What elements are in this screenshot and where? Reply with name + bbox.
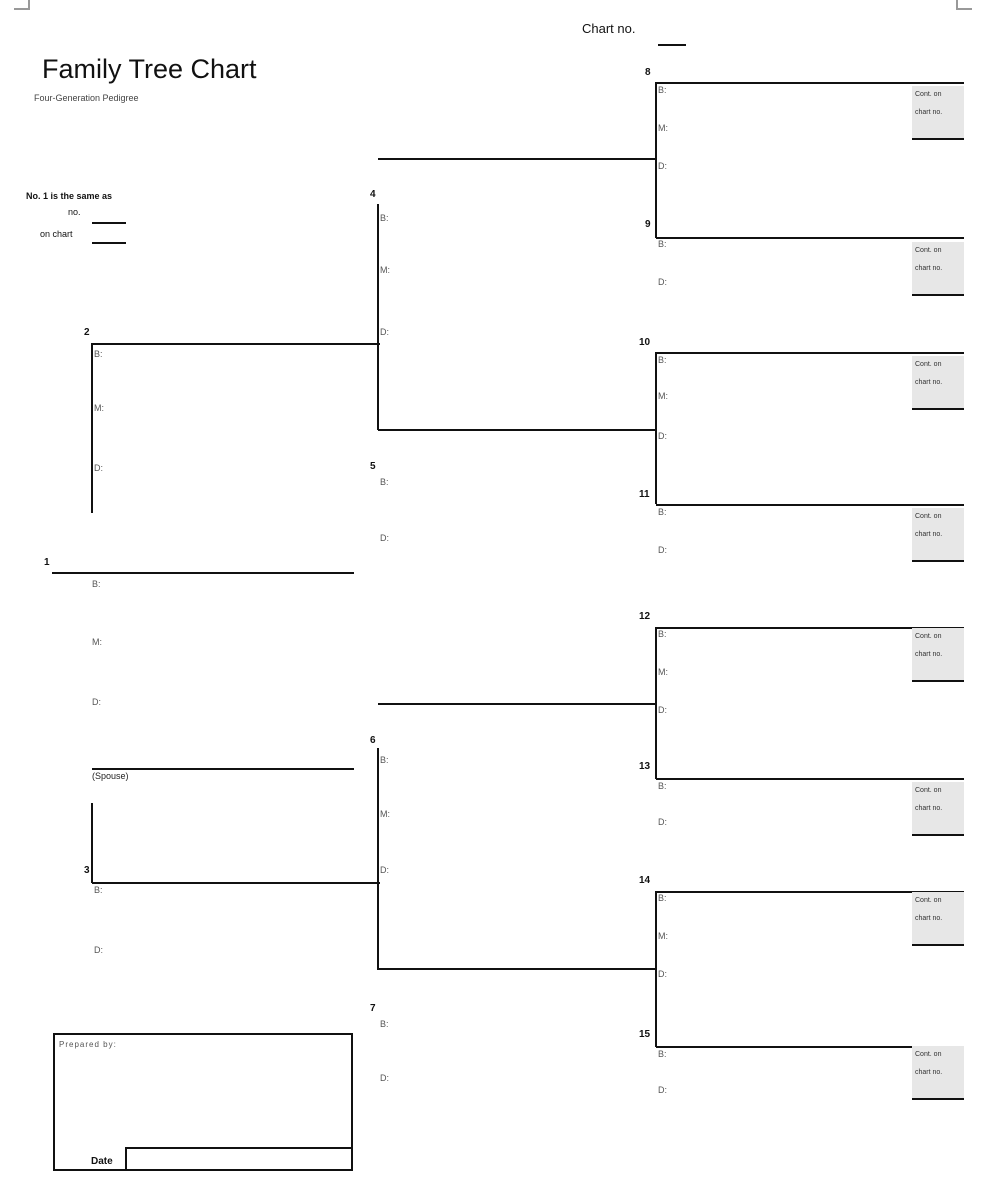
cont-11-line1: Cont. on (915, 513, 942, 520)
same-as-label: No. 1 is the same as (26, 191, 113, 201)
continuation-8 (912, 86, 964, 140)
cont-14-field[interactable] (912, 944, 964, 946)
person-8-marriage-label: M: (658, 123, 668, 133)
person-number-8: 8 (645, 67, 651, 78)
continuation-12 (912, 628, 964, 682)
chart-no-label: Chart no. (582, 21, 636, 36)
person-1-name-line[interactable] (52, 572, 354, 574)
same-as-chart-field[interactable] (92, 242, 126, 244)
person-14-marriage-label: M: (658, 931, 668, 941)
same-as-no-field[interactable] (92, 222, 126, 224)
bracket-8-9 (655, 82, 657, 238)
bracket-3 (91, 803, 93, 883)
person-3-name-line[interactable] (92, 882, 380, 884)
person-10-marriage-label: M: (658, 391, 668, 401)
cont-12-line2: chart no. (915, 651, 943, 658)
person-12-birth-label: B: (658, 629, 667, 639)
cont-9-line1: Cont. on (915, 247, 942, 254)
person-10-name-line[interactable] (656, 352, 964, 354)
person-8-death-label: D: (658, 161, 667, 171)
person-13-birth-label: B: (658, 781, 667, 791)
cont-14-line1: Cont. on (915, 897, 942, 904)
cont-9-field[interactable] (912, 294, 964, 296)
person-number-13: 13 (639, 761, 651, 772)
person-10-death-label: D: (658, 431, 667, 441)
date-field[interactable] (125, 1147, 353, 1171)
person-number-2: 2 (84, 327, 90, 338)
person-4-marriage-label: M: (380, 265, 390, 275)
prepared-by-label: Prepared by: (59, 1040, 117, 1049)
person-5-death-label: D: (380, 533, 389, 543)
person-13-death-label: D: (658, 817, 667, 827)
cont-12-field[interactable] (912, 680, 964, 682)
continuation-15 (912, 1046, 964, 1100)
person-7-name-line[interactable] (378, 968, 656, 970)
person-10-birth-label: B: (658, 355, 667, 365)
person-11-death-label: D: (658, 545, 667, 555)
person-6-name-line[interactable] (378, 703, 656, 705)
person-number-4: 4 (370, 189, 376, 200)
person-6-death-label: D: (380, 865, 389, 875)
cont-11-field[interactable] (912, 560, 964, 562)
person-8-name-line[interactable] (656, 82, 964, 84)
bracket-2 (91, 343, 93, 513)
crop-mark-right (956, 0, 972, 10)
date-label: Date (91, 1156, 113, 1167)
cont-12-line1: Cont. on (915, 633, 942, 640)
bracket-10-11 (655, 352, 657, 504)
person-9-death-label: D: (658, 277, 667, 287)
person-15-death-label: D: (658, 1085, 667, 1095)
cont-11-line2: chart no. (915, 531, 943, 538)
person-9-birth-label: B: (658, 239, 667, 249)
cont-9-line2: chart no. (915, 265, 943, 272)
person-7-birth-label: B: (380, 1019, 389, 1029)
cont-8-field[interactable] (912, 138, 964, 140)
cont-15-line1: Cont. on (915, 1051, 942, 1058)
continuation-10 (912, 356, 964, 410)
bracket-6 (377, 748, 379, 970)
person-2-marriage-label: M: (94, 403, 104, 413)
person-4-name-line[interactable] (378, 158, 656, 160)
person-number-6: 6 (370, 735, 376, 746)
page-title: Family Tree Chart (42, 54, 257, 84)
cont-10-field[interactable] (912, 408, 964, 410)
continuation-11 (912, 508, 964, 562)
cont-10-line1: Cont. on (915, 361, 942, 368)
person-number-5: 5 (370, 461, 376, 472)
person-2-birth-label: B: (94, 349, 103, 359)
cont-13-line1: Cont. on (915, 787, 942, 794)
cont-8-line1: Cont. on (915, 91, 942, 98)
person-3-death-label: D: (94, 945, 103, 955)
person-9-name-line[interactable] (656, 237, 964, 239)
person-11-name-line[interactable] (656, 504, 964, 506)
person-14-death-label: D: (658, 969, 667, 979)
person-number-12: 12 (639, 611, 651, 622)
person-3-birth-label: B: (94, 885, 103, 895)
chart-no-field[interactable] (658, 44, 686, 46)
prepared-by-box[interactable] (53, 1033, 353, 1171)
person-2-name-line[interactable] (92, 343, 380, 345)
person-5-birth-label: B: (380, 477, 389, 487)
person-4-death-label: D: (380, 327, 389, 337)
person-13-name-line[interactable] (656, 778, 964, 780)
bracket-14-15 (655, 891, 657, 1047)
cont-15-field[interactable] (912, 1098, 964, 1100)
cont-10-line2: chart no. (915, 379, 943, 386)
cont-13-field[interactable] (912, 834, 964, 836)
person-12-death-label: D: (658, 705, 667, 715)
continuation-9 (912, 242, 964, 296)
cont-15-line2: chart no. (915, 1069, 943, 1076)
person-number-7: 7 (370, 1003, 376, 1014)
person-2-death-label: D: (94, 463, 103, 473)
crop-mark-left (14, 0, 30, 10)
same-as-chart-label: on chart (40, 229, 73, 239)
spouse-name-line[interactable] (92, 768, 354, 770)
person-4-birth-label: B: (380, 213, 389, 223)
person-5-name-line[interactable] (378, 429, 656, 431)
continuation-13 (912, 782, 964, 836)
person-8-birth-label: B: (658, 85, 667, 95)
same-as-no-label: no. (68, 207, 81, 217)
person-6-marriage-label: M: (380, 809, 390, 819)
continuation-14 (912, 892, 964, 946)
person-15-birth-label: B: (658, 1049, 667, 1059)
person-number-9: 9 (645, 219, 651, 230)
person-12-marriage-label: M: (658, 667, 668, 677)
person-11-birth-label: B: (658, 507, 667, 517)
page-subtitle: Four-Generation Pedigree (34, 93, 139, 103)
person-6-birth-label: B: (380, 755, 389, 765)
person-number-10: 10 (639, 337, 651, 348)
spouse-label: (Spouse) (92, 771, 129, 781)
person-number-11: 11 (639, 489, 650, 500)
person-7-death-label: D: (380, 1073, 389, 1083)
person-number-3: 3 (84, 865, 90, 876)
bracket-4 (377, 204, 379, 430)
person-number-1: 1 (44, 557, 50, 568)
person-number-14: 14 (639, 875, 651, 886)
person-number-15: 15 (639, 1029, 651, 1040)
person-1-marriage-label: M: (92, 637, 102, 647)
cont-8-line2: chart no. (915, 109, 943, 116)
cont-14-line2: chart no. (915, 915, 943, 922)
person-1-birth-label: B: (92, 579, 101, 589)
bracket-12-13 (655, 627, 657, 779)
person-1-death-label: D: (92, 697, 101, 707)
person-14-birth-label: B: (658, 893, 667, 903)
cont-13-line2: chart no. (915, 805, 943, 812)
